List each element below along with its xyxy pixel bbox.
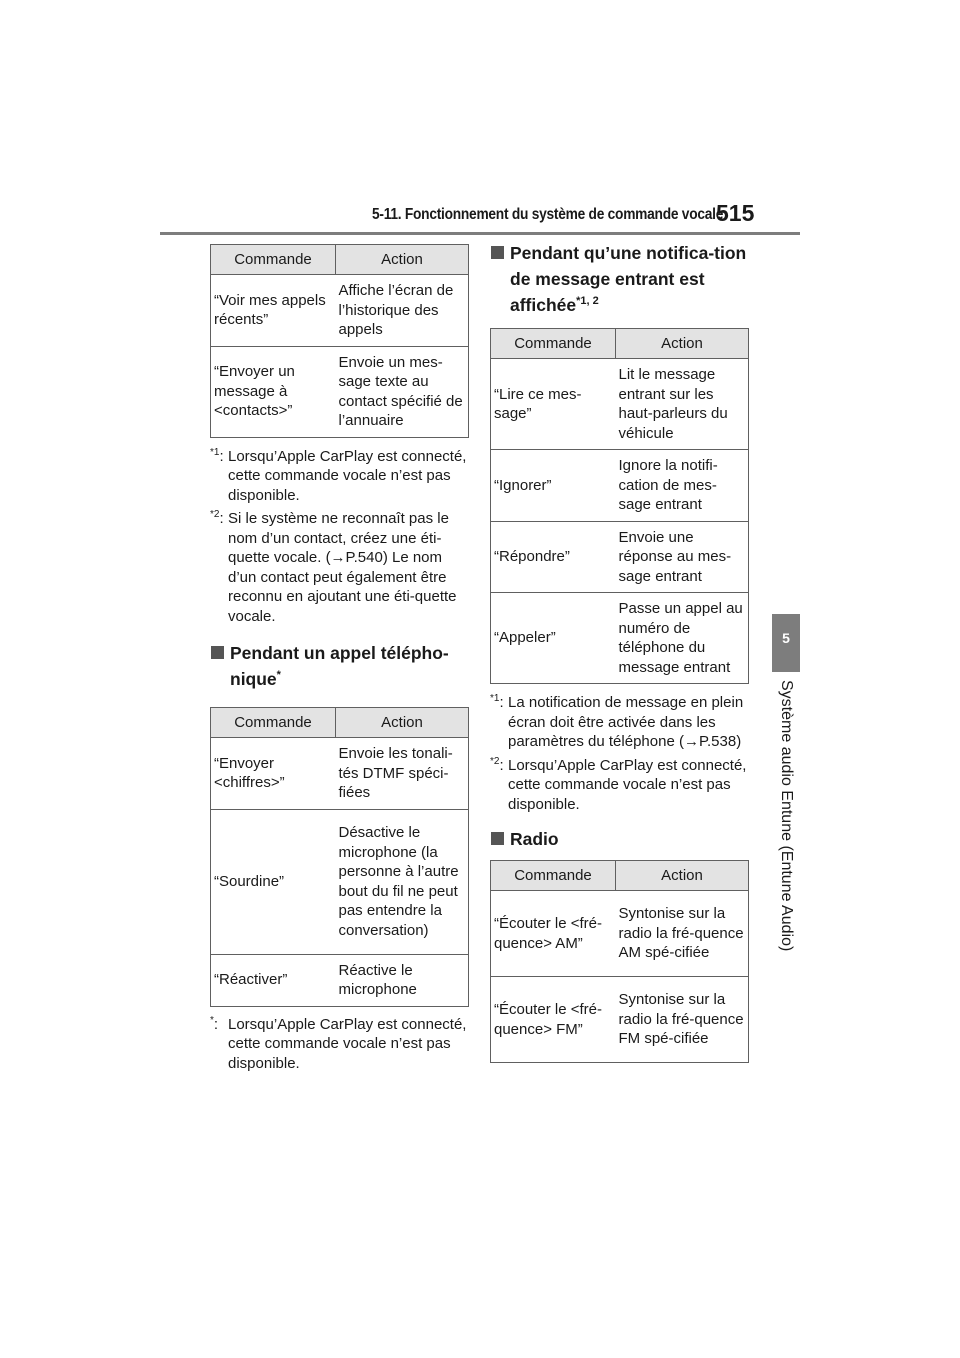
table-row [491,359,749,450]
footnote-mark: $^{*2}$: [490,755,504,774]
table-row [491,450,749,522]
message-commands-table [490,328,749,684]
footnote-text: Si le système ne reconnaît pas le nom d’un contact, créez une éti-quette vocale. (→P.540) Le nom d’un contact peut également être reconnu en ajoutant une éti-quette vocale. [228,510,457,625]
action-cell: Envoie une réponse au mes-sage entrant [616,521,749,593]
table-row [211,954,469,1006]
action-cell: Syntonise sur la radio la fré-quence AM spé-cifiée [616,891,749,977]
footnotes [490,693,750,814]
command-cell: “Écouter le <fré-quence> FM” [491,977,616,1063]
footnote-text: La notification de message en plein écran doit être activée dans les paramètres du téléphone (→P.538) [508,694,744,750]
header-command: Commande [211,245,336,275]
action-cell: Syntonise sur la radio la fré-quence FM spé-cifiée [616,977,749,1063]
footnote-mark: $^{*1}$: [210,446,224,465]
header-action: Action [616,329,749,359]
square-bullet-icon [491,246,504,259]
chapter-number: 5 [782,630,790,646]
header-command: Commande [491,329,616,359]
command-cell: “Appeler” [491,593,616,684]
left-column [210,244,470,1073]
footnotes [210,1015,470,1074]
footnote-mark: $^{*2}$: [210,509,224,527]
command-cell: “Répondre” [491,521,616,593]
page-number: 515 [716,200,755,226]
action-cell: Réactive le microphone [336,954,469,1006]
table-row [491,977,749,1063]
action-cell: Ignore la notifi-cation de mes-sage entrant [616,450,749,522]
table-row [491,521,749,593]
table-header-row [211,245,469,275]
chapter-label: Système audio Entune (Entune Audio) [778,680,795,952]
footnote [490,756,750,815]
table-row [211,275,469,347]
command-cell: “Envoyer un message à <contacts>” [211,346,336,437]
right-column [490,240,750,1063]
table-row [491,891,749,977]
table-row [491,593,749,684]
table-row [211,809,469,954]
header-command: Commande [491,861,616,891]
table-header-row [491,861,749,891]
footnote-text: Lorsqu’Apple CarPlay est connecté, cette commande vocale n’est pas disponible. [228,447,467,504]
square-bullet-icon [211,646,224,659]
header-action: Action [616,861,749,891]
call-commands-table [210,707,469,1007]
section-title: 5-11. Fonctionnement du système de commande vocale [372,206,724,223]
square-bullet-icon [491,832,504,845]
section-heading: Radio [490,826,750,852]
action-cell: Envoie les tonali-tés DTMF spéci-fiées [336,738,469,810]
command-cell: “Écouter le <fré-quence> AM” [491,891,616,977]
footnote-text: Lorsqu’Apple CarPlay est connecté, cette commande vocale n’est pas disponible. [228,1015,467,1072]
header-rule [160,232,800,235]
footnotes [210,447,470,627]
footnote-mark: *: [210,1014,219,1033]
footnote-text: Lorsqu’Apple CarPlay est connecté, cette commande vocale n’est pas disponible. [508,756,747,813]
section-heading: Pendant un appel télépho-nique* [210,640,470,692]
radio-commands-table [490,860,749,1063]
command-cell: “Sourdine” [211,809,336,954]
command-cell: “Réactiver” [211,954,336,1006]
footnote-mark: $^{*1}$: [490,693,504,711]
footnote [210,1015,470,1074]
header-command: Commande [211,708,336,738]
header-action: Action [336,245,469,275]
action-cell: Envoie un mes-sage texte au contact spécifié de l’annuaire [336,346,469,437]
footnote [490,693,750,752]
command-cell: “Envoyer <chiffres>” [211,738,336,810]
table-row [211,738,469,810]
footnote [210,509,470,626]
section-heading: Pendant qu’une notifica-tion de message entrant est affichée$^{*1, 2}$ [490,240,750,318]
table-header-row [211,708,469,738]
action-cell: Affiche l’écran de l’historique des appels [336,275,469,347]
action-cell: Désactive le microphone (la personne à l’autre bout du fil ne peut pas entendre la conversation) [336,809,469,954]
action-cell: Passe un appel au numéro de téléphone du message entrant [616,593,749,684]
footnote [210,447,470,506]
command-cell: “Voir mes appels récents” [211,275,336,347]
action-cell: Lit le message entrant sur les haut-parleurs du véhicule [616,359,749,450]
table-row [211,346,469,437]
header-action: Action [336,708,469,738]
command-cell: “Ignorer” [491,450,616,522]
chapter-label-container [772,680,800,980]
table-header-row [491,329,749,359]
calls-table [210,244,469,438]
command-cell: “Lire ce mes-sage” [491,359,616,450]
